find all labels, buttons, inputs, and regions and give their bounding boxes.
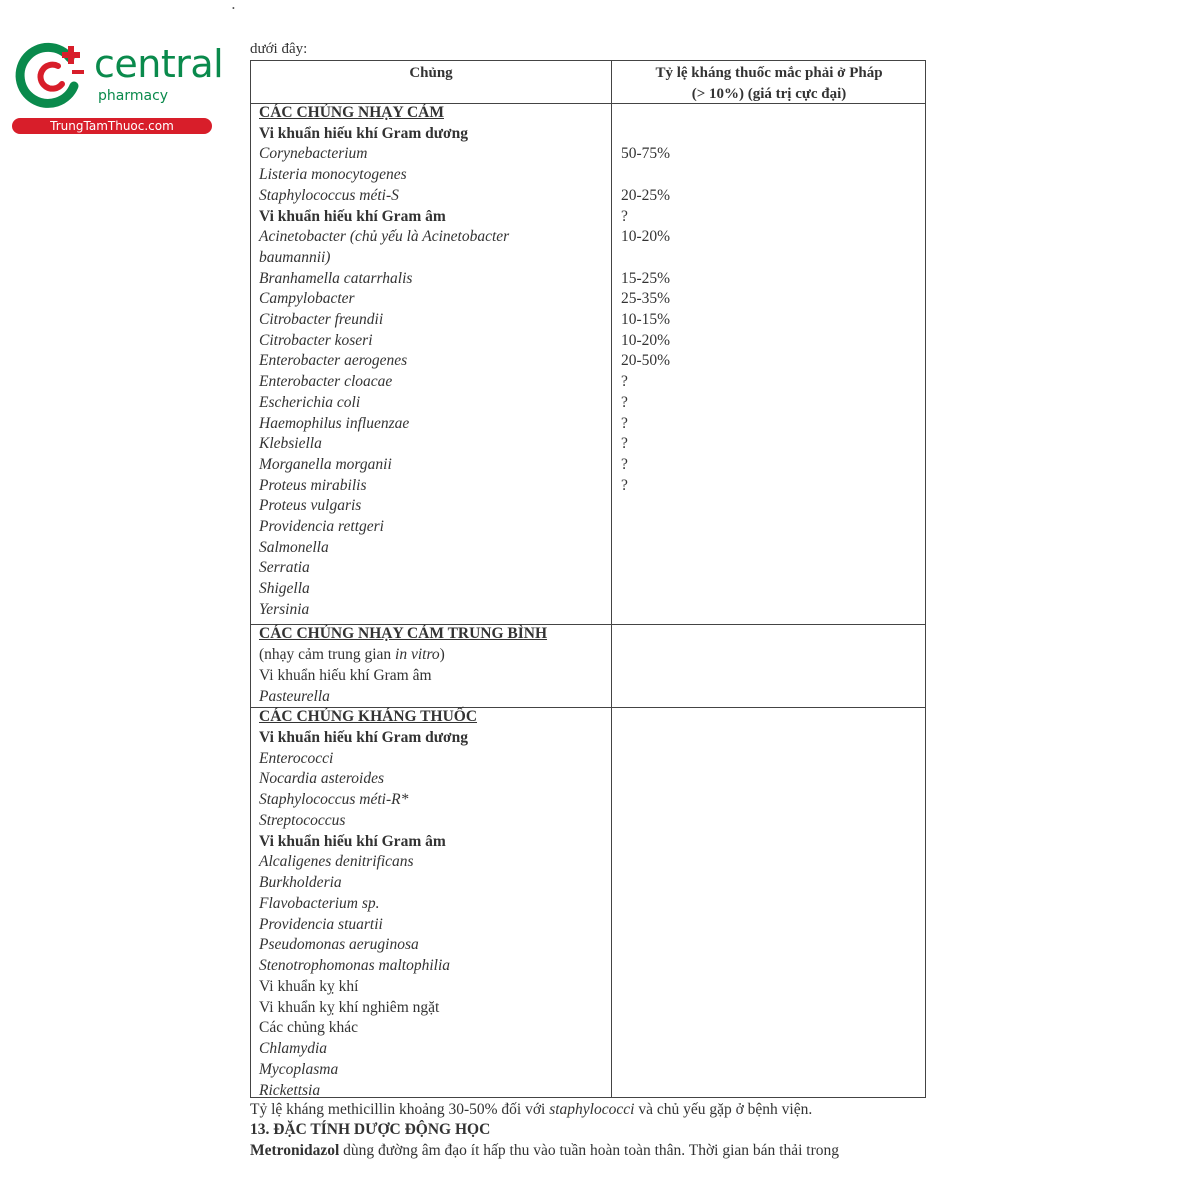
section-title: CÁC CHỦNG KHÁNG THUỐC — [259, 708, 478, 725]
strain-name: Listeria monocytogenes — [259, 166, 407, 184]
strain-name: Acinetobacter (chủ yếu là Acinetobacter — [259, 228, 510, 246]
section-title-intermediate: CÁC CHỦNG NHẠY CẢM TRUNG BÌNH — [259, 625, 548, 642]
strain-name: Burkholderia — [259, 874, 342, 891]
strain-name: Corynebacterium — [259, 145, 368, 163]
strain-name: Enterobacter cloacae — [259, 373, 393, 391]
strain-name: Providencia rettgeri — [259, 518, 384, 535]
bacteria-group: Vi khuẩn hiếu khí Gram âm — [259, 207, 446, 225]
section-title: CÁC CHỦNG NHẠY CẢM — [259, 104, 444, 121]
strain-name: Staphylococcus méti-R* — [259, 791, 409, 808]
strain-name: Streptococcus — [259, 811, 346, 829]
resistance-value: ? — [621, 414, 628, 432]
strain-name: Serratia — [259, 559, 310, 577]
brand-name: central — [94, 42, 224, 86]
strain-name: Pseudomonas aeruginosa — [259, 936, 419, 954]
strain-name: Proteus mirabilis — [259, 476, 367, 494]
methicillin-note-c: và chủ yếu gặp ở bệnh viện. — [634, 1101, 813, 1118]
strain-name: Haemophilus influenzae — [259, 414, 410, 432]
resistance-value: ? — [621, 435, 628, 453]
section-heading-pharmacokinetics: 13. ĐẶC TÍNH DƯỢC ĐỘNG HỌC — [250, 1121, 491, 1138]
strain-name: Chlamydia — [259, 1040, 328, 1057]
resistance-value: ? — [621, 455, 628, 473]
strain-name: baumannii) — [259, 248, 331, 266]
resistance-value: 20-50% — [621, 352, 671, 370]
resistance-value: ? — [621, 207, 628, 225]
strain-name: Shigella — [259, 580, 310, 598]
strain-name: Alcaligenes denitrificans — [259, 853, 414, 871]
strain-name: Branhamella catarrhalis — [259, 269, 413, 287]
scan-speck: • — [232, 4, 235, 13]
intro-text: dưới đây: — [250, 41, 308, 57]
strain-name: Providencia stuartii — [259, 915, 383, 933]
strain-name: Mycoplasma — [259, 1060, 339, 1078]
pharmacy-cross-icon — [10, 36, 90, 116]
strain-name: Staphylococcus méti-S — [259, 186, 399, 204]
resistance-value: 10-20% — [621, 228, 671, 246]
strain-name: Vi khuẩn kỵ khí — [259, 977, 359, 995]
strain-name: Vi khuẩn kỵ khí nghiêm ngặt — [259, 998, 440, 1016]
strain-name: Yersinia — [259, 600, 310, 618]
strain-name: Enterobacter aerogenes — [259, 352, 408, 370]
column-header-strain: Chủng — [409, 65, 453, 81]
drug-name: Metronidazol — [250, 1142, 340, 1159]
strain-name: Stenotrophomonas maltophilia — [259, 957, 451, 974]
strain-name: Flavobacterium sp. — [259, 894, 380, 912]
pharmacokinetics-paragraph — [250, 1141, 839, 1161]
intermediate-subtitle-a: (nhạy cảm trung gian — [259, 646, 396, 663]
resistance-value: 25-35% — [621, 290, 671, 308]
intermediate-subtitle-b: in vitro — [395, 646, 440, 663]
methicillin-note-b: staphylococci — [549, 1101, 635, 1118]
column-divider — [611, 61, 612, 1097]
resistance-value: ? — [621, 373, 628, 391]
intermediate-gram-group: Vi khuẩn hiếu khí Gram âm — [259, 667, 432, 684]
resistance-value: 15-25% — [621, 269, 671, 287]
resistance-value: ? — [621, 393, 628, 411]
bacteria-group: Vi khuẩn hiếu khí Gram âm — [259, 832, 446, 850]
strain-name: Salmonella — [259, 538, 329, 556]
resistance-value: 20-25% — [621, 186, 671, 204]
strain-name: Klebsiella — [259, 435, 322, 453]
resistance-value: 10-20% — [621, 331, 671, 349]
strain-name: Rickettsia — [259, 1081, 321, 1099]
resistance-value: 10-15% — [621, 311, 671, 328]
bacteria-group: Vi khuẩn hiếu khí Gram dương — [259, 728, 468, 746]
intermediate-subtitle — [259, 645, 445, 666]
brand-logo — [10, 36, 224, 136]
methicillin-note — [250, 1100, 812, 1120]
strain-name: Escherichia coli — [259, 393, 361, 411]
methicillin-note-a: Tỷ lệ kháng methicillin khoảng 30-50% đối với — [250, 1101, 550, 1118]
intermediate-subtitle-c: ) — [439, 646, 445, 663]
strain-name: Nocardia asteroides — [259, 770, 384, 788]
strain-name: Citrobacter freundii — [259, 311, 384, 328]
column-header-resistance — [613, 63, 925, 105]
brand-url-badge[interactable]: TrungTamThuoc.com — [12, 118, 212, 134]
bacteria-group: Vi khuẩn hiếu khí Gram dương — [259, 124, 468, 142]
pharmacokinetics-text: dùng đường âm đạo ít hấp thu vào tuần hoàn toàn thân. Thời gian bán thải trong — [339, 1142, 840, 1159]
column-header-line-1: Tỷ lệ kháng thuốc mắc phải ở Pháp — [655, 65, 883, 81]
strain-name: Enterococci — [259, 749, 334, 767]
intermediate-strain: Pasteurella — [259, 688, 330, 705]
strain-name: Citrobacter koseri — [259, 331, 373, 349]
strain-name: Campylobacter — [259, 290, 355, 308]
column-header-line-2: (> 10%) (giá trị cực đại) — [691, 86, 847, 102]
resistance-value: ? — [621, 476, 628, 494]
brand-subtitle: pharmacy — [98, 88, 169, 104]
strain-name: Các chủng khác — [259, 1019, 358, 1037]
resistance-table — [250, 60, 926, 1098]
strain-name: Proteus vulgaris — [259, 497, 362, 515]
resistance-value: 50-75% — [621, 145, 671, 163]
strain-name: Morganella morganii — [259, 455, 392, 473]
